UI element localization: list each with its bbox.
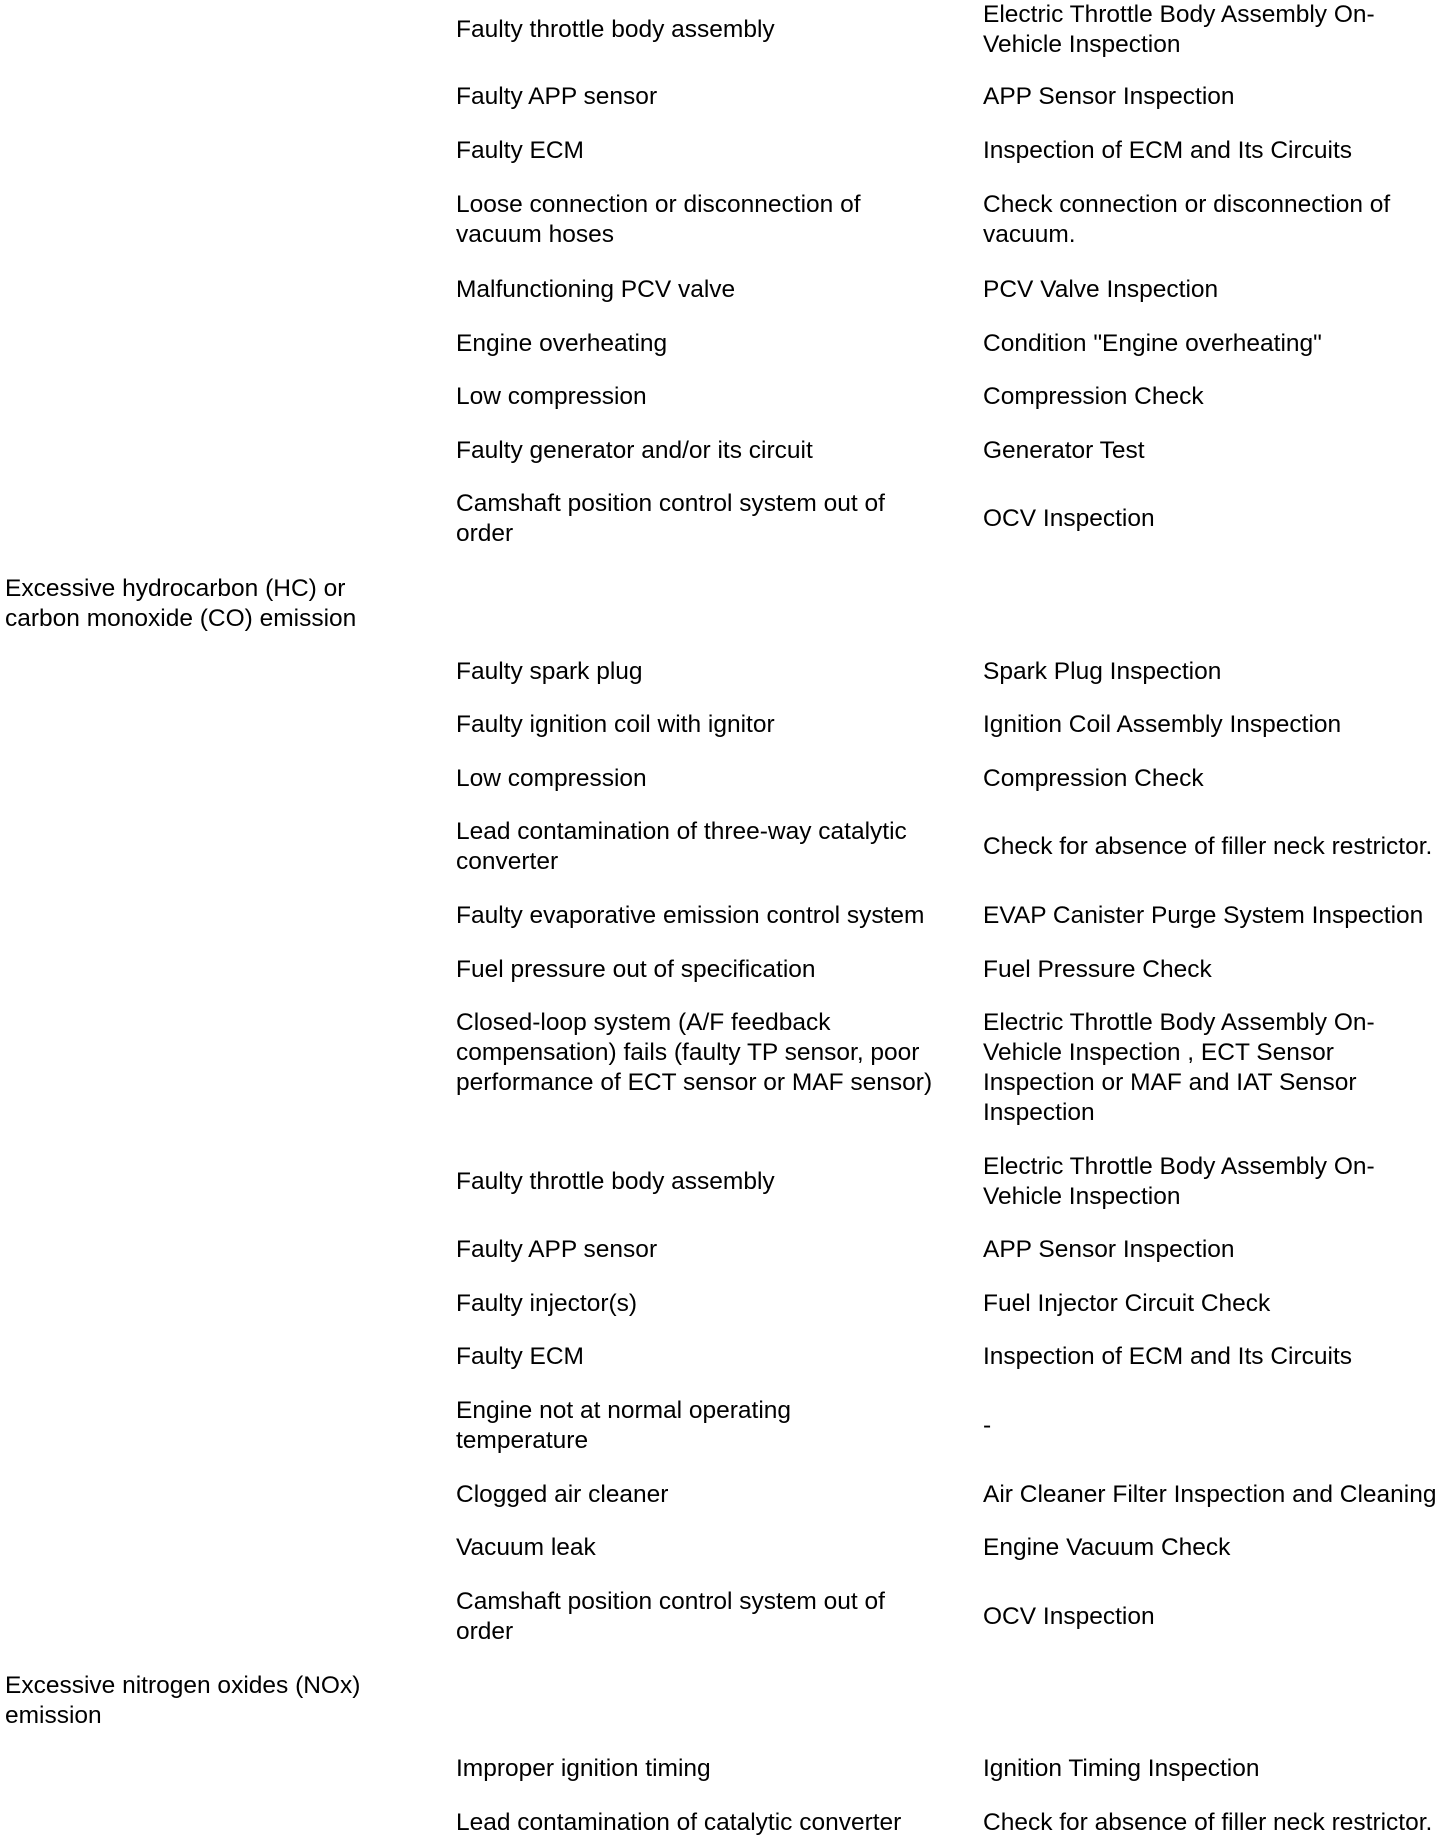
check-text: EVAP Canister Purge System Inspection [983, 902, 1424, 929]
check-text: Compression Check [983, 765, 1204, 792]
check-text: APP Sensor Inspection [983, 1236, 1235, 1263]
cause-text: Low compression [456, 765, 647, 792]
cause-text: Faulty ECM [456, 137, 584, 164]
condition-heading: Excessive hydrocarbon (HC) or carbon monoxide (CO) emission [5, 575, 357, 632]
check-text: Check for absence of filler neck restrictor. [983, 1809, 1433, 1836]
cause-text: Faulty APP sensor [456, 83, 658, 110]
check-text: Condition "Engine overheating" [983, 330, 1322, 357]
cause-text: Clogged air cleaner [456, 1481, 669, 1508]
check-text: Electric Throttle Body Assembly On-Vehicle Inspection [983, 1153, 1375, 1210]
check-text: Inspection of ECM and Its Circuits [983, 1343, 1353, 1370]
cause-text: Faulty throttle body assembly [456, 16, 775, 43]
check-text: Electric Throttle Body Assembly On-Vehicle Inspection [983, 1, 1375, 58]
cause-text: Faulty generator and/or its circuit [456, 437, 813, 464]
check-text: - [983, 1412, 992, 1439]
cause-text: Faulty spark plug [456, 658, 643, 685]
check-text: Generator Test [983, 437, 1145, 464]
cause-text: Engine not at normal operating temperature [456, 1397, 792, 1454]
cause-text: Faulty throttle body assembly [456, 1168, 775, 1195]
cause-text: Lead contamination of catalytic converter [456, 1809, 902, 1836]
check-text: Inspection of ECM and Its Circuits [983, 137, 1353, 164]
check-text: Engine Vacuum Check [983, 1534, 1231, 1561]
cause-text: Low compression [456, 383, 647, 410]
check-text: PCV Valve Inspection [983, 276, 1219, 303]
cause-text: Faulty ignition coil with ignitor [456, 711, 775, 738]
check-text: Check for absence of filler neck restrictor. [983, 833, 1433, 860]
check-text: Ignition Timing Inspection [983, 1755, 1260, 1782]
check-text: APP Sensor Inspection [983, 83, 1235, 110]
cause-text: Loose connection or disconnection of vacuum hoses [456, 191, 861, 248]
check-text: OCV Inspection [983, 505, 1155, 532]
check-text: Air Cleaner Filter Inspection and Cleaning [983, 1481, 1437, 1508]
cause-text: Camshaft position control system out of order [456, 1588, 885, 1645]
check-text: Ignition Coil Assembly Inspection [983, 711, 1342, 738]
check-text: Electric Throttle Body Assembly On-Vehicle Inspection , ECT Sensor Inspection or MAF and IAT Sensor Inspection [983, 1009, 1375, 1126]
check-text: Fuel Pressure Check [983, 956, 1212, 983]
condition-heading: Excessive nitrogen oxides (NOx) emission [5, 1672, 361, 1729]
cause-text: Malfunctioning PCV valve [456, 276, 736, 303]
check-text: OCV Inspection [983, 1603, 1155, 1630]
check-text: Spark Plug Inspection [983, 658, 1222, 685]
cause-text: Engine overheating [456, 330, 668, 357]
check-text: Fuel Injector Circuit Check [983, 1290, 1271, 1317]
cause-text: Closed-loop system (A/F feedback compensation) fails (faulty TP sensor, poor performance of ECT sensor or MAF sensor) [456, 1009, 933, 1096]
cause-text: Vacuum leak [456, 1534, 596, 1561]
cause-text: Faulty injector(s) [456, 1290, 638, 1317]
cause-text: Lead contamination of three-way catalytic converter [456, 818, 907, 875]
check-text: Check connection or disconnection of vacuum. [983, 191, 1391, 248]
cause-text: Faulty evaporative emission control system [456, 902, 925, 929]
check-text: Compression Check [983, 383, 1204, 410]
cause-text: Faulty ECM [456, 1343, 584, 1370]
cause-text: Improper ignition timing [456, 1755, 711, 1782]
cause-text: Faulty APP sensor [456, 1236, 658, 1263]
cause-text: Fuel pressure out of specification [456, 956, 816, 983]
cause-text: Camshaft position control system out of order [456, 490, 885, 547]
